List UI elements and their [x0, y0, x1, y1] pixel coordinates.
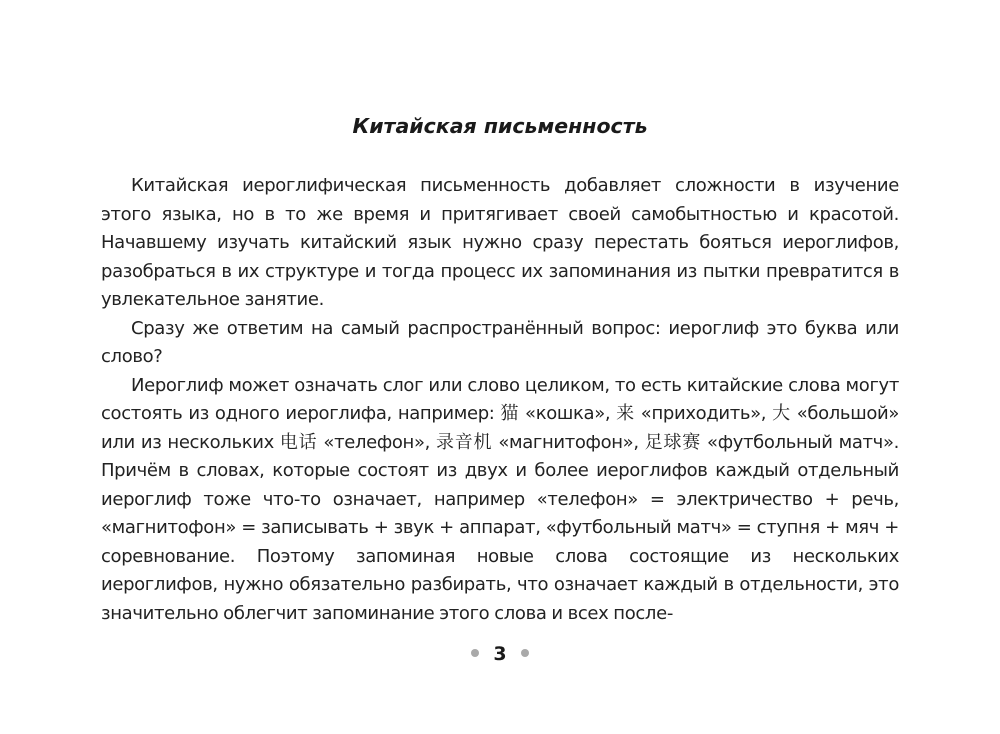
page-body: [101, 112, 899, 628]
bullet-dot-icon: [471, 649, 479, 657]
page-footer: [0, 640, 1000, 668]
page-title: Китайская письменность: [352, 114, 648, 138]
paragraph-explanation: Иероглиф может означать слог или слово целиком, то есть китайские слова могут состоять из одного иероглифа, например: 猫 «кошка», 来 «приходить», 大 «большой» или из нескольких 电话 «телефон», 录音机 «магнитофон», 足球赛 «футбольный матч». Причём в словах, которые состоят из двух и более иероглифов каждый отдельный иероглиф тоже что-то означает, например «телефон» = электричество + речь, «магнитофон» = записывать + звук + аппарат, «футбольный матч» = ступня + мяч + соревнование. Поэтому запоминая новые слова состоящие из нескольких иероглифов, нужно обязательно разбирать, что означает каждый в отдельности, это значительно облегчит запоминание этого слова и всех после-: [101, 374, 899, 624]
bullet-dot-icon: [521, 649, 529, 657]
paragraph-question: Сразу же ответим на самый распространённый вопрос: иероглиф это буква или слово?: [101, 317, 899, 367]
page-number: 3: [493, 643, 507, 665]
paragraph-intro: Китайская иероглифическая письменность добавляет сложности в изучение этого языка, но в то же время и притягивает своей самобытностью и красотой. Начавшему изучать китайский язык нужно сразу перестать бояться иероглифов, разобраться в их структуре и тогда процесс их запоминания из пытки превратится в увлекательное занятие.: [101, 175, 899, 310]
